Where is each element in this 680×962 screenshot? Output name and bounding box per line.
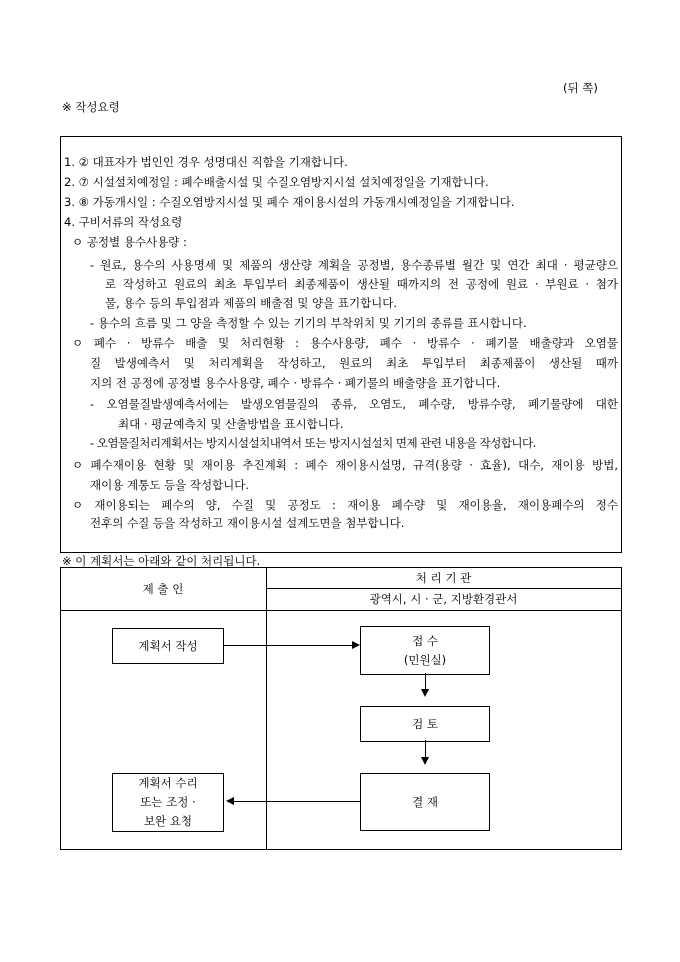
text-line: 전후의 수질 등을 작성하고 재이용시설 설계도면을 첨부합니다. [90,516,405,530]
text-line: 재이용 계통도 등을 작성합니다. [90,478,250,492]
step-write-plan [112,628,224,664]
text-line: 최대 · 평균예측치 및 산출방법을 표시합니다. [118,417,344,431]
text-line: 로 작성하고 원료의 최초 투입부터 최종제품이 생산될 때까지의 전 공정에 원료 · 부원료 · 첨가 [105,277,618,291]
text-line: 지의 전 공정에 공정별 용수사용량, 폐수 · 방류수 · 폐기물의 배출량을 표기합니다. [90,376,501,390]
arrow-down-icon [421,757,429,765]
instruction-2: 2. ⑦ 시설설치예정일 : 폐수배출시설 및 수질오염방지시설 설치예정일을 기재합니다. [64,175,489,189]
arrow-down-icon [421,689,429,697]
text-line: - 오염물질발생예측서에는 발생오염물질의 종류, 오염도, 폐수량, 방류수량, 폐기물량에 대한 [90,397,618,411]
applicant-header: 제 출 인 [142,582,184,596]
text-line: - 용수의 흐름 및 그 양을 측정할 수 있는 기기의 부착위치 및 기기의 종류를 표시합니다. [90,316,527,330]
step-receive [360,626,490,675]
agency-subheader: 광역시, 시 · 군, 지방환경관서 [369,592,518,606]
step-label: 검 토 [412,716,438,731]
arrow-right-icon [352,641,360,649]
text-line: - 오염물질처리계획서는 방지시설설치내역서 또는 방지시설설치 면제 관련 내용을 작성합니다. [90,436,536,450]
bullet-reuse: ㅇ 폐수재이용 현황 및 재이용 추진계획 : 폐수 재이용시설명, 규격(용량 · 효율), 대수, 재이용 방법, [72,458,618,472]
arrow-line [425,673,426,690]
process-title: ※ 이 계획서는 아래와 같이 처리됩니다. [62,554,261,568]
instruction-3: 3. ⑧ 가동개시일 : 수질오염방지시설 및 폐수 재이용시설의 가동개시예정일을 기재합니다. [64,195,515,209]
text-line: 물, 용수 등의 투입점과 제품의 배출점 및 양을 표기합니다. [105,296,398,310]
bullet-reuse-quality: ㅇ 재이용되는 폐수의 양, 수질 및 공정도 : 재이용 폐수량 및 재이용율, 재이용폐수의 정수 [72,498,618,512]
section-title: ※ 작성요령 [62,100,120,114]
step-label: 또는 조정 · [140,795,196,809]
step-label: 결 재 [412,794,438,809]
step-result [112,773,224,832]
agency-header: 처 리 기 관 [415,571,472,585]
bullet-discharge: ㅇ 폐수 · 방류수 배출 및 처리현황 : 용수사용량, 폐수 · 방류수 · 폐기물 배출량과 오염물 [72,336,618,350]
step-review [360,706,490,742]
step-label: 계획서 작성 [138,638,198,653]
arrow-line [234,801,360,802]
step-sublabel: (민원실) [403,652,447,667]
step-label: 접 수 [412,633,438,648]
step-label: 보완 요청 [143,814,193,828]
arrow-left-icon [226,797,234,805]
header-divider [266,588,621,589]
arrow-line [425,740,426,758]
text-line: - 원료, 용수의 사용명세 및 제품의 생산량 계획을 공정별, 용수종류별 월간 및 연간 최대 · 평균량으 [90,258,618,272]
arrow-line [223,645,353,646]
instruction-4: 4. 구비서류의 작성요령 [64,215,183,229]
step-decide [360,773,490,831]
instruction-1: 1. ② 대표자가 법인인 경우 성명대신 직함을 기재합니다. [64,155,348,169]
text-line: 질 발생예측서 및 처리계획을 작성하고, 원료의 최초 투입부터 최종제품이 생산될 때까 [90,356,618,370]
bullet-water-use: ㅇ 공정별 용수사용량 : [72,235,187,249]
step-label: 계획서 수리 [138,776,198,790]
header-bottom [60,610,621,611]
side-label: (뒤 쪽) [563,81,598,95]
